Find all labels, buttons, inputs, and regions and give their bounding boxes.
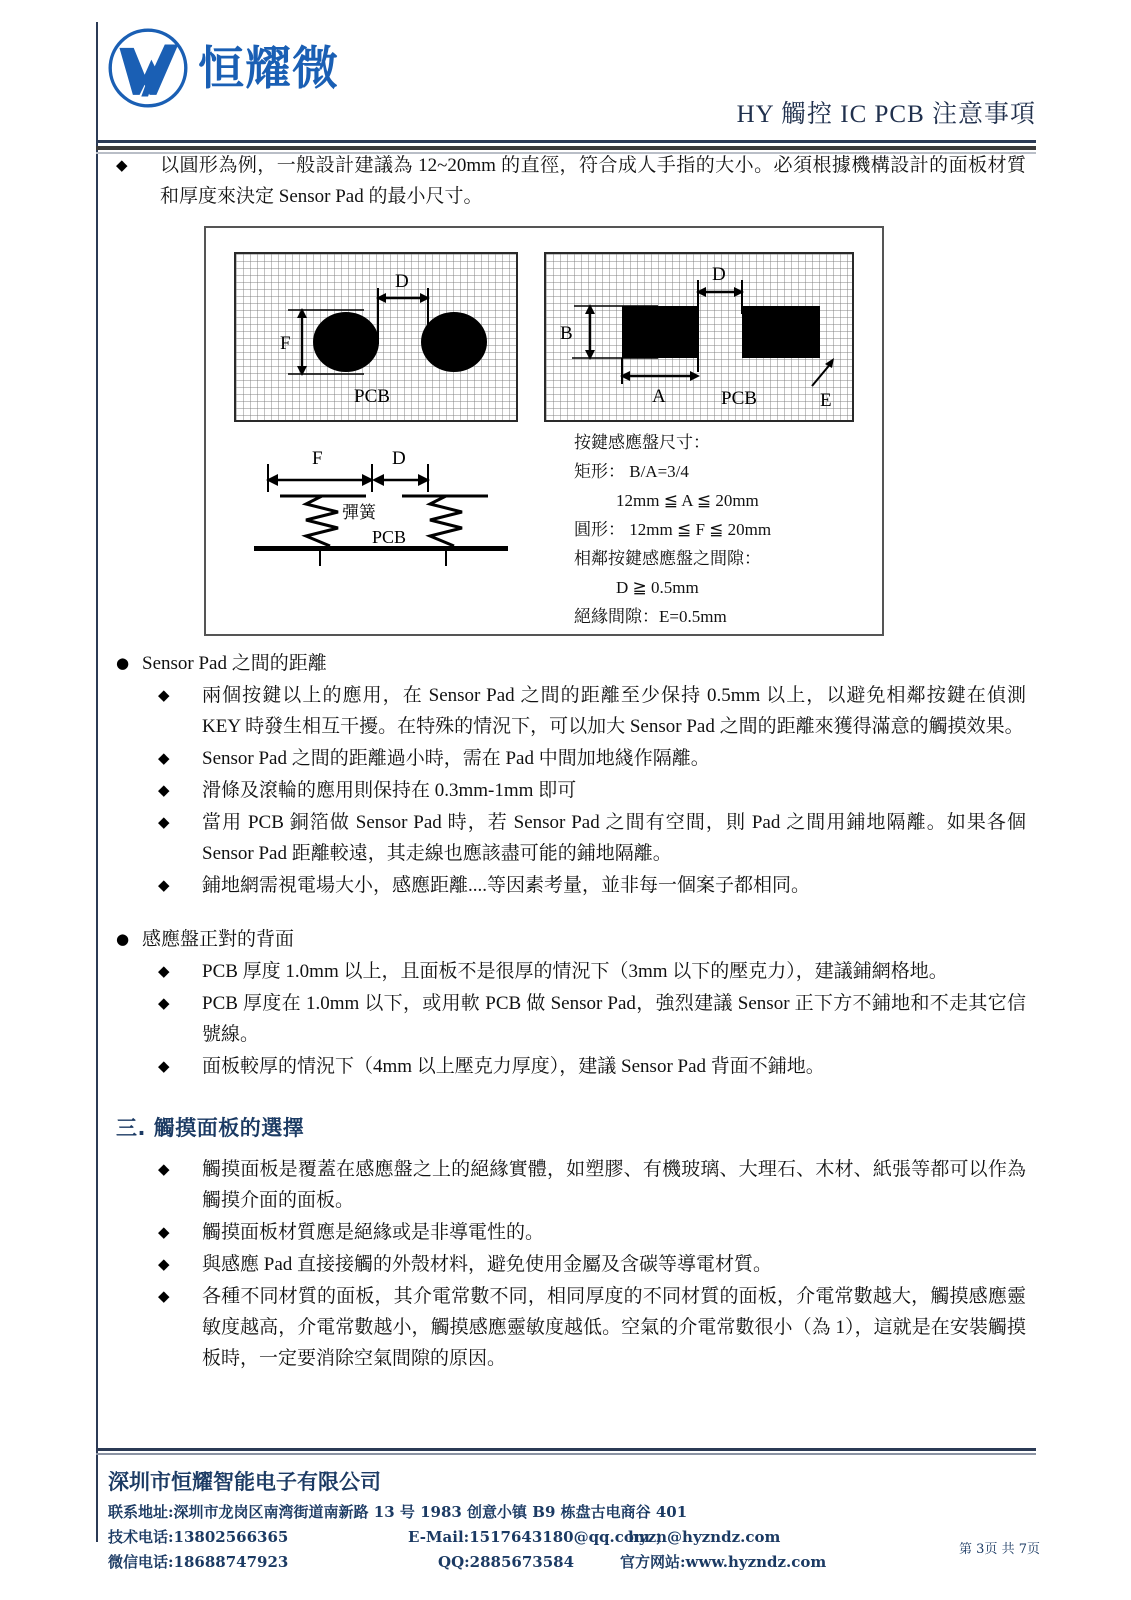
spec-line: D ≧ 0.5mm: [616, 578, 699, 597]
diamond-bullet-icon: ◆: [158, 876, 170, 894]
svg-text:E: E: [820, 390, 832, 411]
distance-item-row: [158, 680, 1026, 742]
footer-tech-phone: 技术电话:13802566365: [108, 1528, 289, 1546]
panel-choice-item-text: 觸摸面板材質應是絕緣或是非導電性的。: [202, 1222, 545, 1243]
diamond-bullet-icon: ◆: [158, 962, 170, 980]
footer-address: 联系地址:深圳市龙岗区南湾街道南新路 13 号 1983 创意小镇 B9 栋盘古电商谷 401: [108, 1503, 688, 1521]
circle-pad-diagram-icon: [236, 254, 516, 420]
panel-choice-item-row: [158, 1217, 1026, 1248]
section-backside-heading-row: [116, 924, 1026, 955]
spec-line: 矩形： B/A=3/4: [574, 462, 689, 481]
dot-bullet-icon: ●: [116, 654, 130, 672]
header-rule-top: [96, 140, 1036, 143]
section-distance-heading: Sensor Pad 之間的距離: [142, 653, 327, 674]
footer-wechat-phone: 微信电话:18688747923: [108, 1553, 289, 1571]
distance-item-text: 當用 PCB 銅箔做 Sensor Pad 時，若 Sensor Pad 之間有空間，則 Pad 之間用鋪地隔離。如果各個 Sensor Pad 距離較遠，其走線也應該盡可能的鋪地隔離。: [202, 812, 1026, 864]
page-title: HY 觸控 IC PCB 注意事項: [736, 101, 1036, 128]
spec-line: 相鄰按鍵感應盤之間隙：: [574, 549, 761, 568]
svg-text:D: D: [392, 450, 406, 469]
dot-bullet-icon: ●: [116, 930, 130, 948]
footer-contact-row-2: [108, 1550, 1038, 1575]
footer-email-alt: hyzn@hyzndz.com: [628, 1528, 781, 1546]
backside-item-row: [158, 1051, 1026, 1082]
spec-line: 12mm ≦ A ≦ 20mm: [616, 491, 759, 510]
page-header: [96, 22, 1036, 132]
figure-circle-panel: [234, 252, 518, 422]
svg-text:F: F: [280, 333, 291, 354]
diamond-bullet-icon: ◆: [116, 156, 128, 174]
spec-line: 按鍵感應盤尺寸：: [574, 433, 710, 452]
sensor-pad-figure: [204, 226, 884, 636]
footer-website: 官方网站:www.hyzndz.com: [620, 1553, 827, 1571]
diamond-bullet-icon: ◆: [158, 1255, 170, 1273]
backside-item-row: [158, 956, 1026, 987]
panel-choice-item-row: [158, 1249, 1026, 1280]
section-backside-heading: 感應盤正對的背面: [142, 929, 295, 950]
footer-email: E-Mail:1517643180@qq.com ；: [408, 1528, 670, 1546]
rect-pad-diagram-icon: [546, 254, 852, 420]
hy-circle-logo-icon: [106, 26, 190, 110]
intro-bullet-text: 以圓形為例，一般設計建議為 12~20mm 的直徑，符合成人手指的大小。必須根據機構設計的面板材質和厚度來決定 Sensor Pad 的最小尺寸。: [160, 155, 1026, 207]
backside-item-row: [158, 988, 1026, 1050]
backside-item-text: 面板較厚的情況下（4mm 以上壓克力厚度），建議 Sensor Pad 背面不鋪地。: [202, 1056, 825, 1077]
diamond-bullet-icon: ◆: [158, 994, 170, 1012]
distance-item-row: [158, 807, 1026, 869]
diamond-bullet-icon: ◆: [158, 749, 170, 767]
section-distance-heading-row: [116, 648, 1026, 679]
diamond-bullet-icon: ◆: [158, 781, 170, 799]
section-spacer: [116, 902, 1026, 924]
diamond-bullet-icon: ◆: [158, 1160, 170, 1178]
intro-bullet-row: [116, 150, 1026, 212]
diamond-bullet-icon: ◆: [158, 686, 170, 704]
svg-text:A: A: [652, 386, 666, 407]
page-footer: [108, 1466, 1038, 1575]
document-content: [116, 150, 1026, 1375]
backside-item-text: PCB 厚度在 1.0mm 以下，或用軟 PCB 做 Sensor Pad，強烈建議 Sensor 正下方不鋪地和不走其它信號線。: [202, 993, 1026, 1045]
diamond-bullet-icon: ◆: [158, 1287, 170, 1305]
svg-text:PCB: PCB: [721, 388, 757, 409]
svg-text:B: B: [560, 323, 573, 344]
distance-item-row: [158, 743, 1026, 774]
logo-wordmark: 恒耀微: [198, 41, 339, 95]
svg-text:PCB: PCB: [354, 386, 390, 407]
figure-rect-panel: [544, 252, 854, 422]
svg-text:D: D: [395, 271, 409, 292]
distance-item-row: [158, 870, 1026, 901]
page-number: 第 3页 共 7页: [959, 1542, 1040, 1557]
diamond-bullet-icon: ◆: [158, 1223, 170, 1241]
diamond-bullet-icon: ◆: [158, 1057, 170, 1075]
company-logo: [106, 26, 339, 110]
panel-choice-item-row: [158, 1281, 1026, 1374]
footer-contact-row-1: [108, 1525, 1038, 1550]
svg-text:PCB: PCB: [372, 527, 407, 547]
footer-rule-bottom: [96, 1453, 1036, 1455]
spec-line: 絕緣間隙：E=0.5mm: [574, 607, 727, 626]
footer-qq: QQ:2885673584: [438, 1553, 575, 1571]
diamond-bullet-icon: ◆: [158, 813, 170, 831]
footer-rule-top: [96, 1448, 1036, 1451]
distance-item-text: Sensor Pad 之間的距離過小時，需在 Pad 中間加地綫作隔離。: [202, 748, 710, 769]
svg-text:D: D: [712, 264, 726, 285]
distance-item-row: [158, 775, 1026, 806]
svg-text:F: F: [312, 450, 323, 469]
figure-spring-panel: [250, 450, 520, 570]
page-left-border: [96, 22, 98, 1542]
panel-choice-item-text: 與感應 Pad 直接接觸的外殼材料，避免使用金屬及含碳等導電材質。: [202, 1254, 773, 1275]
spring-pad-diagram-icon: [250, 450, 520, 570]
distance-item-text: 滑條及滾輪的應用則保持在 0.3mm-1mm 即可: [202, 780, 577, 801]
panel-choice-item-row: [158, 1154, 1026, 1216]
section-heading-panel-choice: 三. 觸摸面板的選擇: [116, 1116, 305, 1140]
footer-company-name: 深圳市恒耀智能电子有限公司: [108, 1470, 381, 1494]
distance-item-text: 鋪地網需視電場大小，感應距離....等因素考量，並非每一個案子都相同。: [202, 875, 811, 896]
figure-spec-list: [574, 428, 874, 631]
spec-line: 圓形： 12mm ≦ F ≦ 20mm: [574, 520, 772, 539]
panel-choice-item-text: 各種不同材質的面板，其介電常數不同，相同厚度的不同材質的面板，介電常數越大，觸摸感應靈敏度越高，介電常數越小，觸摸感應靈敏度越低。空氣的介電常數很小（為 1），這就是在安裝觸摸板時，一定要消除空氣間隙的原因。: [202, 1286, 1026, 1369]
distance-item-text: 兩個按鍵以上的應用，在 Sensor Pad 之間的距離至少保持 0.5mm 以上，以避免相鄰按鍵在偵測 KEY 時發生相互干擾。在特殊的情況下，可以加大 Sensor Pad 之間的距離來獲得滿意的觸摸效果。: [202, 685, 1026, 737]
svg-text:彈簧: 彈簧: [342, 503, 376, 522]
backside-item-text: PCB 厚度 1.0mm 以上，且面板不是很厚的情況下（3mm 以下的壓克力），建議鋪網格地。: [202, 961, 948, 982]
panel-choice-item-text: 觸摸面板是覆蓋在感應盤之上的絕緣實體，如塑膠、有機玻璃、大理石、木材、紙張等都可以作為觸摸介面的面板。: [202, 1159, 1026, 1211]
